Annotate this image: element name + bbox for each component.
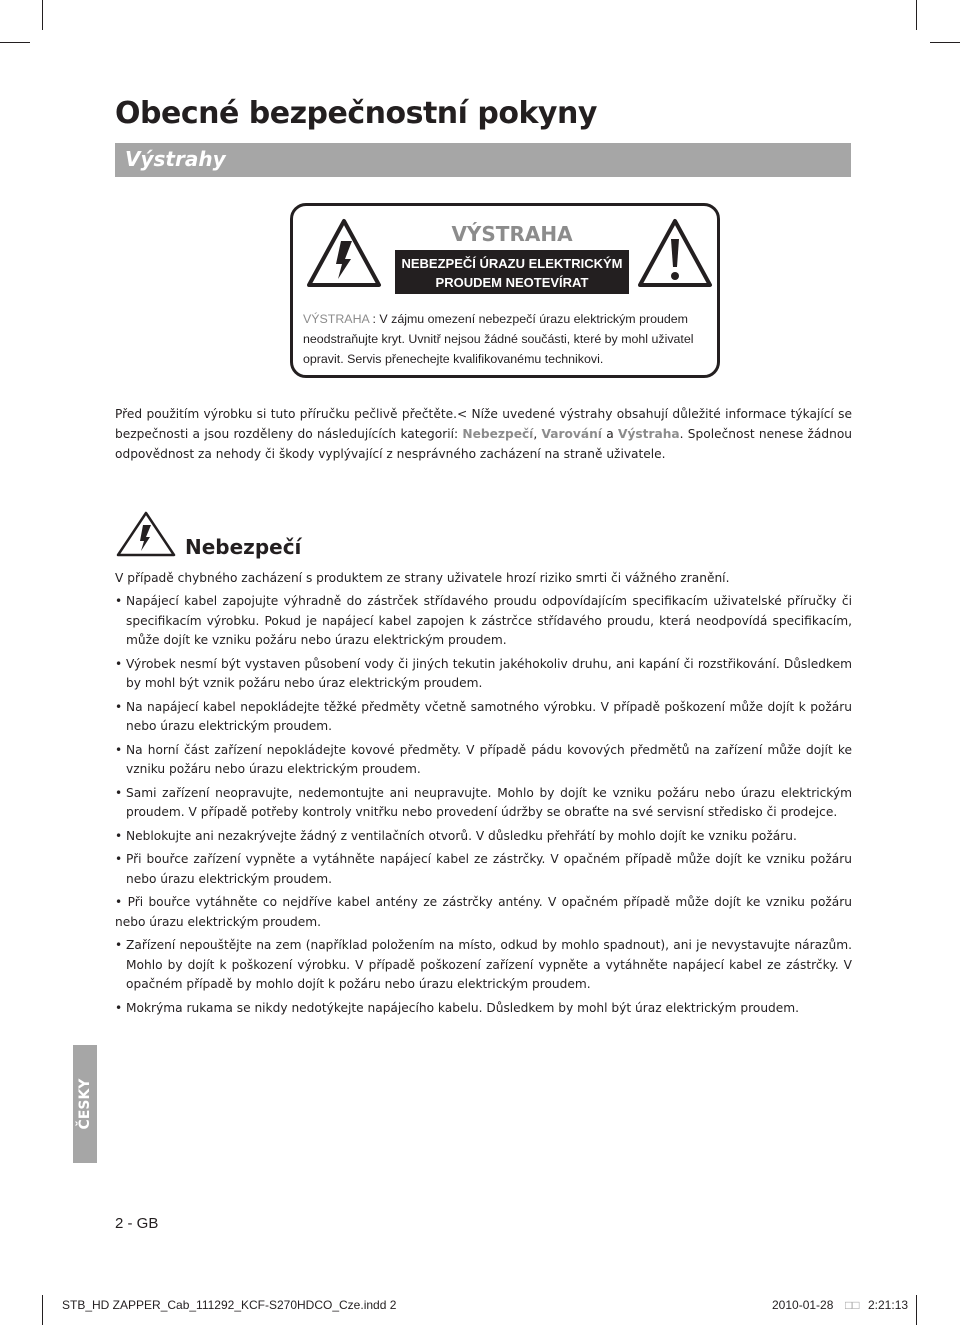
intro-paragraph <box>115 404 852 464</box>
warning-banner <box>395 250 629 294</box>
list-item-text: Mokrýma rukama se nikdy nedotýkejte napájecího kabelu. Důsledkem by mohl být úraz elektrickým proudem. <box>126 1000 800 1015</box>
list-item <box>115 655 852 694</box>
warning-heading: VÝSTRAHA <box>451 222 573 246</box>
list-item <box>115 999 852 1019</box>
bullet: • <box>115 785 123 800</box>
list-item <box>115 827 852 847</box>
category-danger: Nebezpečí <box>462 427 534 441</box>
crop-mark <box>916 1295 917 1325</box>
list-item-text: Při bouřce vytáhněte co nejdříve kabel antény ze zástrčky antény. V opačném případě může dojít ke vzniku požáru nebo úrazu elektrickým proudem. <box>115 895 853 929</box>
warning-banner-line1: NEBEZPEČÍ ÚRAZU ELEKTRICKÝM <box>401 256 623 271</box>
bullet: • <box>115 656 123 671</box>
list-item-text: Při bouřce zařízení vypněte a vytáhněte napájecí kabel ze zástrčky. V opačném případě může dojít ke vzniku požáru nebo úrazu elektrickým proudem. <box>126 852 852 886</box>
exclamation-warning-icon <box>636 215 714 293</box>
footer-filename: STB_HD ZAPPER_Cab_111292_KCF-S270HDCO_Cze.indd 2 <box>62 1298 397 1312</box>
bullet: • <box>115 1000 123 1015</box>
list-item-text: Sami zařízení neopravujte, nedemontujte ani neupravujte. Mohlo by dojít ke vzniku požáru nebo úrazu elektrickým proudem. V případě potřeby kontroly vnitřku nebo provedení údržby se obraťte na své servisní středisko či prodejce. <box>126 785 852 819</box>
list-item-text: Neblokujte ani nezakrývejte žádný z ventilačních otvorů. V důsledku přehřátí by mohlo dojít ke vzniku požáru. <box>126 828 797 843</box>
list-item-text: Na napájecí kabel nepokládejte těžké předměty včetně samotného výrobku. V případě poškození může dojít k požáru nebo úrazu elektrickým proudem. <box>126 699 852 733</box>
list-item-text: Zařízení nepouštějte na zem (například položením na místo, odkud by mohlo spadnout), ani je nevystavujte nárazům. Mohlo by dojít k poškození výrobku. V případě poškození zařízení vypněte a vytáhněte napájecí kabel ze zástrčky. V opačném případě by mohlo dojít k požáru nebo úrazu elektrickým proudem. <box>126 938 852 991</box>
crop-mark <box>916 0 917 30</box>
list-item-text: Na horní část zařízení nepokládejte kovové předměty. V případě pádu kovových předmětů na zařízení může dojít ke vzniku požáru nebo úrazu elektrickým proudem. <box>126 742 852 776</box>
danger-list <box>115 592 852 1022</box>
section-header <box>115 143 851 177</box>
list-item-text: Výrobek nesmí být vystaven působení vody či jiných tekutin jakéhokoliv druhu, ani kapání či rozstřikování. Důsledkem by mohl být vznik požáru nebo úraz elektrickým proudem. <box>126 656 852 690</box>
list-item <box>115 850 852 889</box>
language-tab-label: ČESKY <box>77 1078 93 1130</box>
bullet: • <box>115 852 123 866</box>
list-item <box>115 741 852 780</box>
language-tab <box>73 1045 97 1163</box>
footer-time: 2:21:13 <box>868 1298 909 1312</box>
warning-text-label: VÝSTRAHA <box>303 312 370 326</box>
crop-mark <box>42 0 43 30</box>
bullet: • <box>115 594 123 608</box>
section-title: Výstrahy <box>125 147 226 171</box>
danger-title: Nebezpečí <box>185 535 302 559</box>
category-warning: Varování <box>541 427 602 441</box>
electric-shock-warning-icon <box>305 215 383 293</box>
warning-banner-line2: PROUDEM NEOTEVÍRAT <box>435 275 589 290</box>
list-item <box>115 784 852 823</box>
footer-boxes: □□ <box>845 1298 860 1312</box>
crop-mark <box>0 42 30 43</box>
intro-text: . Společnost nenese žádnou odpovědnost za nehody či škody vyplývající z nesprávného zacházení na straně uživatele. <box>115 427 853 461</box>
footer-date: 2010-01-28 <box>772 1298 834 1312</box>
separator: a <box>601 427 619 441</box>
warning-text-body: : V zájmu omezení nebezpečí úrazu elektrickým proudem neodstraňujte kryt. Uvnitř nejsou žádné součásti, které by mohl uživatel opravit. Servis přenechejte kvalifikovanému technikovi. <box>303 312 694 366</box>
list-item <box>115 592 852 651</box>
list-item <box>115 893 852 932</box>
bullet: • <box>115 828 123 843</box>
danger-electric-icon <box>115 510 177 558</box>
crop-mark <box>42 1295 43 1325</box>
intro-text: Před použitím výrobku si tuto příručku pečlivě přečtěte.< Níže uvedené výstrahy obsahují důležité informace týkající se bezpečnosti a jsou rozděleny do následujících kategorií: <box>115 407 852 441</box>
crop-mark <box>930 42 960 43</box>
danger-intro: V případě chybného zacházení s produktem ze strany uživatele hrozí riziko smrti či vážného zranění. <box>115 571 730 585</box>
warning-text <box>303 309 713 369</box>
bullet: • <box>115 938 123 952</box>
page-title: Obecné bezpečnostní pokyny <box>115 96 597 131</box>
separator: , <box>533 427 542 441</box>
list-item-text: Napájecí kabel zapojujte výhradně do zástrček střídavého proudu odpovídajícím specifikacím uživatelské příručky či specifikacím výrobku. Pokud je napájecí kabel zapojen k zástrčce střídavého proudu, která neodpovídá specifikacím, může dojít ke vzniku požáru nebo úrazu elektrickým proudem. <box>126 594 852 647</box>
list-item <box>115 698 852 737</box>
bullet: • <box>115 895 123 909</box>
bullet: • <box>115 742 123 757</box>
bullet: • <box>115 699 123 714</box>
list-item <box>115 936 852 995</box>
page-number: 2 - GB <box>115 1215 159 1232</box>
category-caution: Výstraha <box>618 427 680 441</box>
